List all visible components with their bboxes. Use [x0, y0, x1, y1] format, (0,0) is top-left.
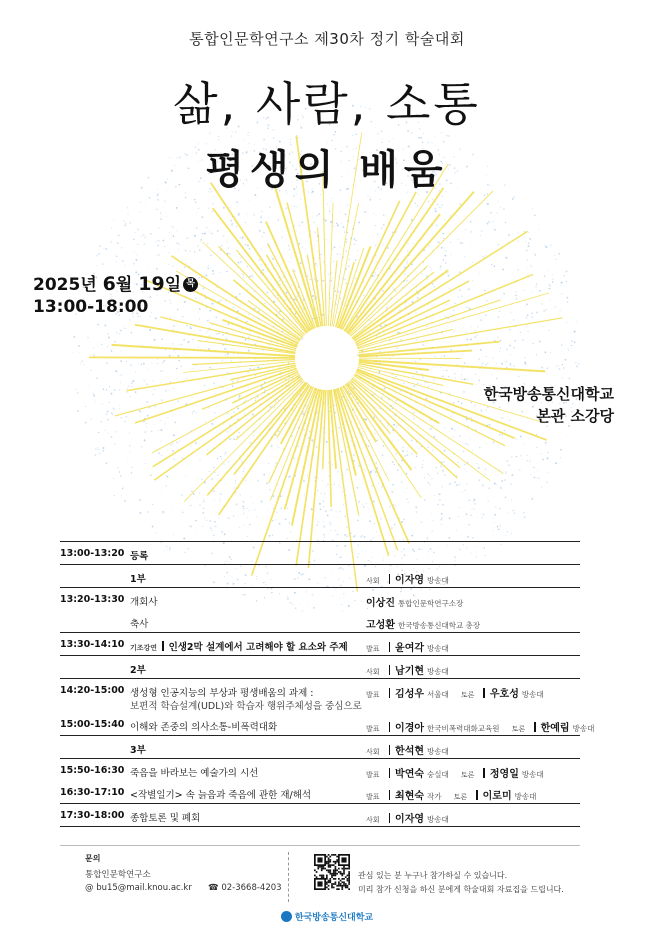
separator-bar: [483, 688, 485, 698]
session-title: [130, 548, 148, 562]
contact-org: 통합인문학연구소: [85, 870, 151, 880]
person-affiliation: 숭실대: [427, 770, 449, 779]
schedule-block: [60, 804, 580, 827]
event-time: 13:00-18:00: [33, 297, 149, 317]
person-name: 박연숙: [395, 769, 425, 780]
session-title-text: 3부: [130, 745, 146, 756]
separator-bar: [389, 768, 391, 778]
schedule-block: [60, 759, 580, 804]
person-name: 우호성: [489, 689, 519, 700]
person-affiliation: 방송대: [427, 747, 449, 756]
separator-bar: [389, 665, 391, 675]
person-affiliation: 한국비폭력대화교육원: [427, 724, 500, 733]
person-name: 최현숙: [395, 791, 425, 802]
person-name: 남기현: [395, 666, 425, 677]
footer-divider: [60, 845, 580, 846]
person-role: 사회: [366, 668, 380, 676]
session-title-text: 종합토론 및 폐회: [130, 813, 201, 824]
qr-code[interactable]: [314, 854, 350, 890]
session-people: [366, 765, 544, 780]
session-title-text: 이해와 존중의 의사소통-비폭력대화: [130, 722, 278, 733]
person-name: 한석현: [395, 746, 425, 757]
schedule-block: [60, 656, 580, 679]
session-subtitle: 보편적 학습설계(UDL)와 학습자 행위주체성을 중심으로: [130, 701, 362, 712]
session-time: 13:00-13:20: [60, 548, 125, 559]
schedule-block: [60, 588, 580, 633]
person-name: 한예림: [540, 723, 570, 734]
person-name: 정영일: [489, 769, 519, 780]
session-title-text: 2부: [130, 665, 146, 676]
person-name: 이경아: [395, 723, 425, 734]
schedule-row: [60, 633, 580, 655]
session-people: [366, 810, 449, 825]
session-title-text: <작별일기> 속 늙음과 죽음에 관한 재/해석: [130, 790, 312, 801]
person-role: 사회: [366, 577, 380, 585]
separator-bar: [389, 722, 391, 732]
contact-phone: 02-3668-4203: [221, 883, 282, 893]
schedule-row: [60, 781, 580, 803]
session-people: [366, 594, 463, 609]
date-month: 6: [102, 273, 116, 295]
session-title: [130, 571, 146, 585]
person-role: 발표: [366, 691, 380, 699]
schedule-row: [60, 542, 580, 564]
title-line-2: 평생의 배움: [205, 147, 449, 193]
person-role: 토론: [511, 725, 526, 733]
person-name: 윤여각: [395, 643, 425, 654]
separator-bar: [389, 790, 391, 800]
schedule-row: [60, 610, 580, 632]
venue-line-2: 본관 소강당: [536, 407, 614, 425]
venue-line-1: 한국방송통신대학교: [483, 385, 614, 403]
separator-bar: [162, 641, 164, 651]
separator-bar: [389, 574, 391, 584]
contact-details: [85, 883, 282, 893]
session-title-text: 축사: [130, 619, 149, 630]
separator-bar: [483, 768, 485, 778]
date-day-unit: 일: [164, 275, 182, 295]
event-date: [33, 270, 198, 295]
schedule-row: [60, 565, 580, 587]
session-time: 14:20-15:00: [60, 685, 125, 696]
session-time: 13:20-13:30: [60, 594, 125, 605]
session-title: [130, 594, 158, 608]
logo-text: 한국방송통신대학교: [294, 913, 374, 923]
person-affiliation: 방송대: [427, 644, 449, 653]
session-people: [366, 571, 449, 586]
separator-bar: [389, 688, 391, 698]
schedule-row: [60, 588, 580, 610]
person-role: 토론: [453, 793, 468, 801]
person-affiliation: 방송대: [572, 724, 595, 733]
sun-core: [297, 328, 357, 388]
person-name: 이자영: [395, 814, 425, 825]
person-affiliation: 방송대: [514, 792, 537, 801]
phone-icon: ☎: [208, 883, 219, 893]
note-registration: 미리 참가 신청을 하신 분에게 학술대회 자료집을 드립니다.: [358, 885, 564, 894]
separator-bar: [534, 722, 536, 732]
session-title: [130, 810, 200, 824]
session-time: 13:30-14:10: [60, 639, 125, 650]
person-role: 발표: [366, 645, 380, 653]
session-title-text: 등록: [130, 551, 149, 562]
person-role: 사회: [366, 816, 380, 824]
date-year: 2025년: [33, 275, 97, 295]
session-tag: 기조강연: [130, 644, 158, 652]
schedule-row: [60, 759, 580, 781]
session-title-text: 1부: [130, 574, 146, 585]
person-role: 토론: [460, 771, 475, 779]
email-icon: @: [85, 883, 94, 893]
schedule-block: [60, 633, 580, 656]
person-affiliation: 작가: [427, 792, 442, 801]
person-affiliation: 방송대: [521, 770, 544, 779]
schedule-row: [60, 804, 580, 826]
schedule-block: [60, 736, 580, 759]
schedule-row: [60, 656, 580, 678]
contact-heading: 문의: [85, 854, 101, 863]
person-role: 사회: [366, 748, 380, 756]
person-affiliation: 통합인문학연구소장: [397, 599, 464, 608]
session-time: 15:50-16:30: [60, 765, 125, 776]
session-title: [130, 719, 277, 733]
person-name: 고성환: [366, 620, 395, 631]
person-name: 이자영: [395, 575, 425, 586]
date-month-unit: 월: [115, 275, 133, 295]
session-title: [130, 742, 146, 756]
person-affiliation: 한국방송통신대학교 총장: [397, 621, 481, 630]
person-affiliation: 방송대: [521, 690, 544, 699]
schedule-row: [60, 679, 580, 713]
footer-dashed-divider: [288, 852, 289, 902]
session-title: [130, 662, 146, 676]
note-open-to-all: 관심 있는 분 누구나 참가하실 수 있습니다.: [358, 871, 508, 880]
person-role: 발표: [366, 725, 380, 733]
venue: [484, 383, 614, 427]
session-time: 15:00-15:40: [60, 719, 125, 730]
logo-mark-icon: [281, 911, 292, 922]
separator-bar: [389, 745, 391, 755]
person-affiliation: 방송대: [427, 815, 449, 824]
session-title: [130, 639, 348, 653]
university-logo: [0, 910, 654, 923]
session-people: [366, 787, 536, 802]
title-line-1: 삶, 사람, 소통: [173, 77, 481, 131]
session-title: [130, 765, 258, 779]
person-affiliation: 서울대: [427, 690, 449, 699]
person-affiliation: 방송대: [427, 576, 449, 585]
person-name: 이로미: [482, 791, 512, 802]
person-role: 발표: [366, 793, 380, 801]
schedule-table: [60, 541, 595, 827]
session-time: 17:30-18:00: [60, 810, 125, 821]
session-people: [366, 639, 449, 654]
contact-email[interactable]: bu15@mail.knou.ac.kr: [96, 883, 192, 893]
session-people: [366, 616, 480, 631]
session-title: [130, 616, 148, 630]
session-people: [366, 742, 449, 757]
person-name: 이상진: [366, 598, 395, 609]
session-title: [130, 787, 311, 801]
session-people: [366, 719, 594, 734]
person-name: 김성우: [395, 689, 425, 700]
schedule-block: [60, 541, 580, 565]
session-people: [366, 685, 544, 700]
schedule-block: [60, 565, 580, 588]
person-affiliation: 방송대: [427, 667, 449, 676]
schedule-block: [60, 679, 595, 736]
session-time: 16:30-17:10: [60, 787, 125, 798]
organizer-subtitle: 통합인문학연구소 제30차 정기 학술대회: [189, 30, 465, 48]
schedule-row: [60, 713, 595, 735]
schedule-row: [60, 736, 580, 758]
session-title-text: 생성형 인공지능의 부상과 평생배움의 과제 :: [130, 688, 314, 699]
separator-bar: [389, 642, 391, 652]
person-role: 토론: [460, 691, 475, 699]
date-day: 19: [138, 273, 165, 295]
weekday-badge: 목: [183, 277, 198, 292]
person-role: 발표: [366, 771, 380, 779]
session-title: [130, 685, 314, 699]
session-title-text: 죽음을 바라보는 예술가의 시선: [130, 768, 259, 779]
session-title-text: 인생2막 설계에서 고려해야 할 요소와 주제: [168, 642, 348, 653]
separator-bar: [476, 790, 478, 800]
session-people: [366, 662, 449, 677]
session-title-text: 개회사: [130, 597, 158, 608]
separator-bar: [389, 813, 391, 823]
